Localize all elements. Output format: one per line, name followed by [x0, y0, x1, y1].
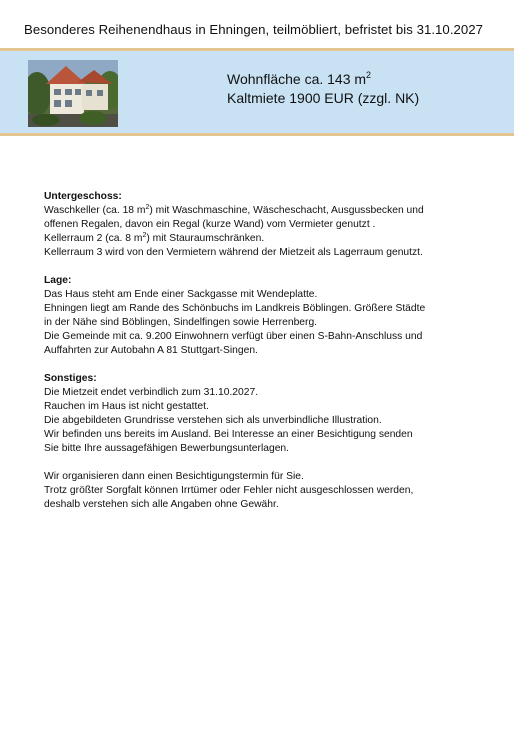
text-line: Das Haus steht am Ende einer Sackgasse mit Wendeplatte.	[44, 289, 318, 300]
text-line: Auffahrten zur Autobahn A 81 Stuttgart-Singen.	[44, 345, 258, 356]
text-line: Wir organisieren dann einen Besichtigungstermin für Sie.	[44, 471, 304, 482]
summary-banner	[0, 48, 514, 136]
key-facts	[227, 70, 419, 108]
house-photo	[28, 60, 118, 127]
text-line: Ehningen liegt am Rande des Schönbuchs im Landkreis Böblingen. Größere Städte	[44, 303, 426, 314]
listing-details	[44, 190, 474, 512]
text-line: Rauchen im Haus ist nicht gestattet.	[44, 401, 209, 412]
text-line: Die abgebildeten Grundrisse verstehen sich als unverbindliche Illustration.	[44, 415, 382, 426]
text-line: Waschkeller (ca. 18 $m^2$) mit Waschmaschine, Wäscheschacht, Ausgussbecken und	[44, 204, 424, 216]
text-line: in der Nähe sind Böblingen, Sindelfingen sowie Herrenberg.	[44, 317, 318, 328]
section-heading-sonstiges: Sonstiges:	[44, 373, 97, 384]
text-line: Wir befinden uns bereits im Ausland. Bei Interesse an einer Besichtigung senden	[44, 429, 413, 440]
document-title: Besonderes Reihenendhaus in Ehningen, teilmöbliert, befristet bis 31.10.2027	[24, 22, 484, 37]
text-line: Trotz größter Sorgfalt können Irrtümer oder Fehler nicht ausgeschlossen werden,	[44, 485, 414, 496]
base-rent: Kaltmiete 1900 EUR (zzgl. NK)	[227, 90, 420, 106]
text-line: Die Gemeinde mit ca. 9.200 Einwohnern verfügt über einen S-Bahn-Anschluss und	[44, 331, 423, 342]
text-line: deshalb verstehen sich alle Angaben ohne Gewähr.	[44, 499, 279, 510]
text-line: Kellerraum 3 wird von den Vermietern während der Mietzeit als Lagerraum genutzt.	[44, 247, 423, 258]
text-line: Sie bitte Ihre aussagefähigen Bewerbungsunterlagen.	[44, 443, 290, 454]
section-heading-lage: Lage:	[44, 275, 72, 286]
living-area: Wohnfläche ca. 143 $m^2$	[227, 70, 372, 87]
text-line: Die Mietzeit endet verbindlich zum 31.10.2027.	[44, 387, 259, 398]
section-heading-untergeschoss: Untergeschoss:	[44, 191, 122, 202]
text-line: Kellerraum 2 (ca. 8 $m^2$) mit Stauraumschränken.	[44, 232, 265, 244]
text-line: offenen Regalen, davon ein Regal (kurze Wand) vom Vermieter genutzt .	[44, 219, 376, 230]
